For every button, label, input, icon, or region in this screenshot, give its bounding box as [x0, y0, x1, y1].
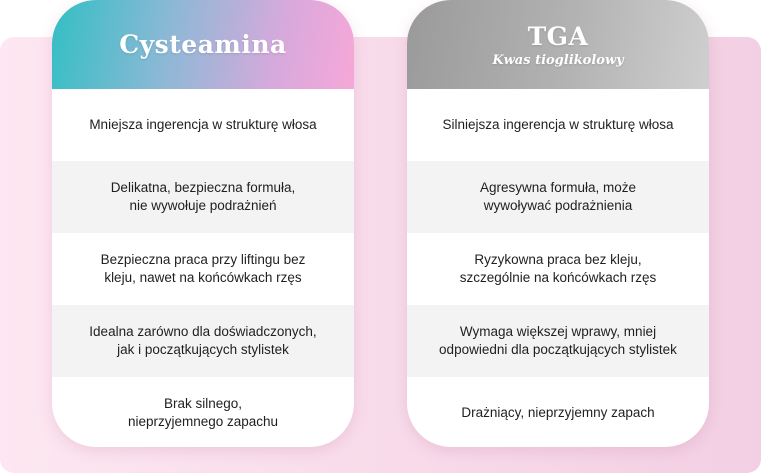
tga-title: TGA [527, 21, 589, 51]
cysteamina-title: Cysteamina [119, 30, 287, 59]
tga-row: Wymaga większej wprawy, mniej odpowiedni dla początkujących stylistek [407, 305, 709, 377]
cysteamina-row: Delikatna, bezpieczna formuła, nie wywołuje podrażnień [52, 161, 354, 233]
tga-row: Drażniący, nieprzyjemny zapach [461, 405, 655, 420]
tga-card [407, 0, 709, 447]
tga-subtitle: Kwas tioglikolowy [492, 52, 624, 68]
cysteamina-row: Idealna zarówno dla doświadczonych, jak i początkujących stylistek [52, 305, 354, 377]
tga-header [407, 0, 709, 89]
cysteamina-card [52, 0, 354, 447]
tga-row: Ryzykowna praca bez kleju, szczególnie na końcówkach rzęs [459, 252, 657, 285]
cysteamina-row: Bezpieczna praca przy liftingu bez kleju, nawet na końcówkach rzęs [100, 252, 306, 285]
cysteamina-header [52, 0, 354, 89]
cysteamina-row: Brak silnego, nieprzyjemnego zapachu [127, 396, 279, 429]
tga-row: Silniejsza ingerencja w strukturę włosa [442, 117, 674, 132]
cysteamina-row: Mniejsza ingerencja w strukturę włosa [89, 117, 317, 132]
tga-row: Agresywna formuła, może wywoływać podrażnienia [407, 161, 709, 233]
